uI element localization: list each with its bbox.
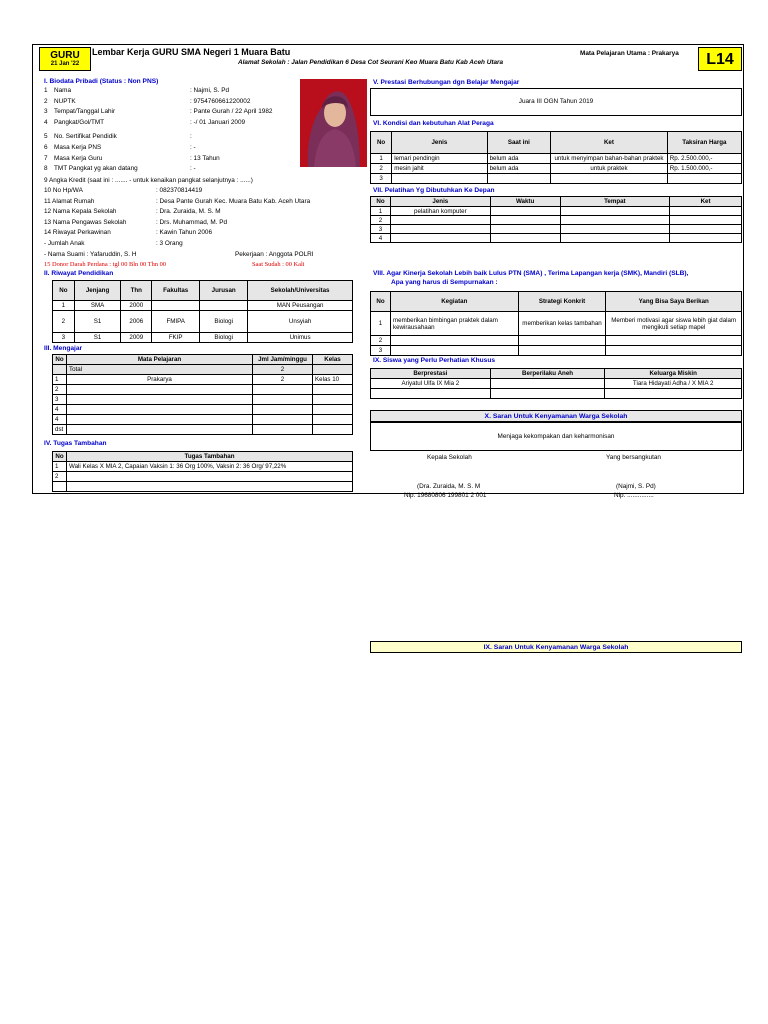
section-teaching-title: III. Mengajar: [44, 345, 83, 352]
table-cell: [392, 174, 487, 184]
table-header-cell: Berprestasi: [371, 369, 491, 379]
table-cell: 1: [53, 462, 67, 472]
table-cell: 3: [53, 333, 75, 343]
equipment-table: [370, 131, 742, 184]
suggestion-box: [370, 422, 742, 451]
total-row: [53, 365, 353, 375]
table-header-cell: Strategi Konkrit: [518, 292, 606, 312]
biodata-label: No. Sertifikat Pendidik: [54, 133, 117, 141]
table-header-cell: Ket: [551, 132, 668, 154]
principal-name: (Dra. Zuraida, M. S. M: [417, 483, 481, 490]
table-row: [53, 415, 353, 425]
table-cell: S1: [74, 311, 121, 333]
table-cell: [490, 234, 560, 243]
table-cell: belum ada: [487, 154, 551, 164]
total-value: 2: [253, 365, 313, 375]
sheet-code: L14: [698, 47, 742, 71]
table-cell: Memberi motivasi agar siswa lebih giat dalam mengikuti setiap mapel: [606, 312, 742, 336]
table-cell: [67, 472, 353, 482]
guru-label: GURU: [50, 50, 80, 61]
table-row: [53, 301, 353, 311]
table-cell: mesin jahit: [392, 164, 487, 174]
table-cell: 2: [53, 385, 67, 395]
table-cell: 4: [53, 415, 67, 425]
table-row: [371, 216, 742, 225]
biodata-label: Tempat/Tanggal Lahir: [54, 108, 116, 116]
table-cell: dst: [53, 425, 67, 435]
table-cell: [67, 395, 253, 405]
table-cell: 1: [53, 375, 67, 385]
biodata-number: 5: [44, 133, 48, 141]
table-header-cell: Jenis: [392, 132, 487, 154]
biodata-value: : -: [190, 165, 196, 173]
teaching-table: [52, 354, 353, 435]
table-cell: 2: [371, 216, 391, 225]
biodata-value: : 3 Orang: [156, 240, 183, 247]
biodata-number: 8: [44, 165, 48, 173]
improvement-table: [370, 291, 742, 356]
section-special-students-title: IX. Siswa yang Perlu Perhatian Khusus: [373, 357, 496, 364]
table-cell: [670, 207, 742, 216]
table-row: [371, 336, 742, 346]
table-header-cell: Saat ini: [487, 132, 551, 154]
table-cell: Prakarya: [67, 375, 253, 385]
education-table: [52, 280, 353, 343]
table-header-cell: Kelas: [313, 355, 353, 365]
table-cell: [67, 405, 253, 415]
table-cell: [606, 336, 742, 346]
table-row: [371, 174, 742, 184]
table-row: [371, 389, 742, 399]
table-cell: [606, 346, 742, 356]
table-header-cell: Berperilaku Aneh: [490, 369, 605, 379]
table-cell: [518, 346, 606, 356]
table-header-row: [371, 132, 742, 154]
total-class: [313, 365, 353, 375]
achievement-box: [370, 88, 742, 116]
table-cell: 1: [371, 207, 391, 216]
table-cell: [518, 336, 606, 346]
section-achievement-title: V. Prestasi Berhubungan dgn Belajar Mengajar: [373, 79, 520, 86]
table-header-cell: Mata Pelajaran: [67, 355, 253, 365]
table-row: [53, 425, 353, 435]
table-cell: 2006: [121, 311, 152, 333]
table-header-row: [371, 292, 742, 312]
biodata-label: Nama: [54, 87, 72, 94]
table-header-cell: Kegiatan: [390, 292, 518, 312]
table-cell: [670, 234, 742, 243]
biodata-value: : Drs. Muhammad, M. Pd: [156, 218, 228, 226]
table-row: [53, 472, 353, 482]
table-cell: Tiara Hidayati Adha / X MIA 2: [605, 379, 742, 389]
table-cell: [551, 174, 668, 184]
table-cell: [490, 389, 605, 399]
table-cell: S1: [74, 333, 121, 343]
table-cell: [390, 225, 490, 234]
principal-nip: Nip. 19680806 199801 2 001: [404, 492, 487, 499]
table-cell: lemari pendingin: [392, 154, 487, 164]
table-header-cell: Jenjang: [74, 281, 121, 301]
table-cell: belum ada: [487, 164, 551, 174]
biodata-label: 12 Nama Kepala Sekolah: [44, 208, 117, 216]
table-cell: 2009: [121, 333, 152, 343]
table-cell: [670, 225, 742, 234]
table-header-row: [371, 369, 742, 379]
biodata-label: NUPTK: [54, 97, 76, 105]
table-row: [53, 375, 353, 385]
biodata-label: Masa Kerja PNS: [54, 144, 102, 151]
table-header-cell: Jurusan: [200, 281, 248, 301]
table-cell: [253, 405, 313, 415]
table-cell: 2: [371, 336, 391, 346]
section-improvement-title: VIII. Agar Kinerja Sekolah Lebih baik Lulus PTN (SMA) , Terima Lapangan kerja (SMK), Mandiri (SLB),: [373, 270, 689, 277]
biodata-value: : Najmi, S. Pd: [190, 87, 230, 94]
table-header-cell: Ket: [670, 197, 742, 207]
table-cell: [313, 405, 353, 415]
table-header-cell: Tugas Tambahan: [67, 452, 353, 462]
table-cell: Kelas 10: [313, 375, 353, 385]
biodata-label: - Jumlah Anak: [44, 240, 85, 247]
table-cell: [390, 216, 490, 225]
section-training-title: VII. Pelatihan Yg Dibutuhkan Ke Depan: [373, 187, 495, 194]
suggestion-text: Menjaga kekompakan dan keharmonisan: [497, 433, 615, 440]
date-label: 21 Jan '22: [50, 61, 80, 67]
achievement-text: Juara III OGN Tahun 2019: [518, 98, 594, 105]
table-cell: [253, 395, 313, 405]
table-cell: FMIPA: [152, 311, 200, 333]
table-row: [371, 379, 742, 389]
additional-task-table: [52, 451, 353, 492]
biodata-number: 1: [44, 87, 48, 94]
biodata-value: : Pante Gurah / 22 April 1982: [190, 108, 273, 116]
biodata-value: : Desa Pante Gurah Kec. Muara Batu Kab. Aceh Utara: [156, 197, 311, 205]
biodata-label: Masa Kerja Guru: [54, 154, 103, 162]
table-cell: [490, 216, 560, 225]
table-cell: untuk praktek: [551, 164, 668, 174]
biodata-number: 4: [44, 118, 48, 126]
table-cell: [67, 425, 253, 435]
table-cell: [253, 425, 313, 435]
table-header-cell: No: [371, 292, 391, 312]
table-cell: Wali Kelas X MIA 2, Capaian Vaksin 1: 36 Org 100%, Vaksin 2: 36 Org/ 97,22%: [67, 462, 353, 472]
table-header-cell: Jenis: [390, 197, 490, 207]
table-header-cell: Thn: [121, 281, 152, 301]
table-header-row: [53, 452, 353, 462]
table-row: [371, 225, 742, 234]
table-cell: Ariyatul Ulfa IX Mia 2: [371, 379, 491, 389]
table-cell: Rp. 2.500.000,-: [667, 154, 741, 164]
table-cell: 2: [253, 375, 313, 385]
table-cell: [560, 225, 670, 234]
teacher-name: (Najmi, S. Pd): [616, 483, 656, 490]
table-cell: SMA: [74, 301, 121, 311]
biodata-value: : Dra. Zuraida, M. S. M: [156, 208, 221, 216]
table-header-cell: No: [371, 197, 391, 207]
table-cell: 4: [371, 234, 391, 243]
training-table: [370, 196, 742, 243]
lower-suggestion-band: IX. Saran Untuk Kenyamanan Warga Sekolah: [370, 641, 742, 653]
table-cell: [67, 482, 353, 492]
biodata-label: Pangkat/Gol/TMT: [54, 118, 105, 126]
table-header-cell: Tempat: [560, 197, 670, 207]
table-header-row: [53, 281, 353, 301]
total-label: Total: [67, 365, 253, 375]
table-cell: [490, 379, 605, 389]
donor-count: Saat Sudah : 00 Kali: [252, 261, 305, 268]
biodata-value: : Kawin Tahun 2006: [156, 229, 213, 237]
table-cell: [490, 225, 560, 234]
table-row: [371, 234, 742, 243]
table-cell: [152, 301, 200, 311]
table-row: [371, 346, 742, 356]
table-header-cell: Sekolah/Universitas: [248, 281, 353, 301]
table-cell: 3: [371, 174, 392, 184]
teacher-role: Yang bersangkutan: [606, 454, 661, 461]
table-cell: Unimus: [248, 333, 353, 343]
biodata-value: : 13 Tahun: [190, 154, 220, 162]
biodata-label: 13 Nama Pengawas Sekolah: [44, 218, 127, 226]
table-cell: [487, 174, 551, 184]
table-cell: [390, 234, 490, 243]
section-improvement-subtitle: Apa yang harus di Sempurnakan :: [391, 279, 498, 286]
table-cell: [605, 389, 742, 399]
biodata-number: 6: [44, 144, 48, 151]
table-cell: [200, 301, 248, 311]
table-cell: [667, 174, 741, 184]
husband-name: - Nama Suami : Yafaruddin, S. H: [44, 251, 137, 258]
table-cell: memberikan bimbingan praktek dalam kewirausahaan: [390, 312, 518, 336]
table-cell: 1: [371, 312, 391, 336]
table-header-cell: Yang Bisa Saya Berikan: [606, 292, 742, 312]
table-cell: [313, 385, 353, 395]
table-header-cell: No: [371, 132, 392, 154]
table-cell: 3: [371, 346, 391, 356]
table-row: [53, 395, 353, 405]
table-cell: 2: [53, 472, 67, 482]
donor-info: 15 Donor Darah Perdana : tgl 00 Bln 00 Thn 00: [44, 261, 166, 268]
biodata-number: 3: [44, 108, 48, 116]
section-suggestion-title: X. Saran Untuk Kenyamanan Warga Sekolah: [370, 410, 742, 422]
table-row: [371, 154, 742, 164]
table-cell: 2: [53, 311, 75, 333]
page-title: Lembar Kerja GURU SMA Negeri 1 Muara Batu: [92, 47, 291, 57]
table-header-cell: Taksiran Harga: [667, 132, 741, 154]
biodata-label: 10 No Hp/WA: [44, 187, 83, 194]
table-cell: [253, 415, 313, 425]
table-row: [53, 385, 353, 395]
table-cell: Biologi: [200, 311, 248, 333]
table-cell: [490, 207, 560, 216]
section-education-title: II. Riwayat Pendidikan: [44, 270, 114, 277]
table-cell: [313, 415, 353, 425]
table-header-row: [53, 355, 353, 365]
table-cell: 3: [371, 225, 391, 234]
table-header-cell: Fakultas: [152, 281, 200, 301]
table-cell: 2: [371, 164, 392, 174]
table-cell: 4: [53, 405, 67, 415]
table-cell: 2000: [121, 301, 152, 311]
table-cell: memberikan kelas tambahan: [518, 312, 606, 336]
table-cell: 1: [53, 301, 75, 311]
table-row: [371, 312, 742, 336]
table-header-row: [371, 197, 742, 207]
table-row: [371, 207, 742, 216]
biodata-value: : 9754760661220002: [190, 97, 251, 105]
table-header-cell: Keluarga Miskin: [605, 369, 742, 379]
husband-job: Pekerjaan : Anggota POLRI: [235, 251, 314, 258]
table-cell: [67, 385, 253, 395]
table-row: [53, 482, 353, 492]
table-cell: Unsyiah: [248, 311, 353, 333]
table-cell: [253, 385, 313, 395]
total-number: [53, 365, 67, 375]
table-header-cell: Waktu: [490, 197, 560, 207]
table-row: [53, 462, 353, 472]
teacher-nip: Nip. ...............: [614, 492, 654, 499]
biodata-label: 11 Alamat Rumah: [44, 197, 95, 205]
table-cell: [560, 207, 670, 216]
biodata-number: 2: [44, 97, 48, 105]
table-row: [53, 405, 353, 415]
table-cell: [670, 216, 742, 225]
table-cell: Biologi: [200, 333, 248, 343]
table-cell: Rp. 1.500.000,-: [667, 164, 741, 174]
guru-badge: [39, 47, 91, 71]
table-cell: [390, 336, 518, 346]
biodata-value: : 082370814419: [156, 187, 203, 194]
school-address: Alamat Sekolah : Jalan Pendidikan 6 Desa Cot Seurani Keo Muara Batu Kab Aceh Utara: [238, 59, 504, 66]
angka-kredit: 9 Angka Kredit (saat ini : ....... - untuk kenaikan pangkat selanjutnya : ......): [44, 177, 253, 184]
table-row: [371, 164, 742, 174]
special-students-table: [370, 368, 742, 399]
table-cell: [560, 216, 670, 225]
biodata-label: TMT Pangkat yg akan datang: [54, 165, 138, 173]
table-header-cell: No: [53, 355, 67, 365]
biodata-number: 7: [44, 154, 48, 162]
table-header-cell: No: [53, 281, 75, 301]
table-cell: 3: [53, 395, 67, 405]
biodata-value: : -/ 01 Januari 2009: [190, 118, 246, 126]
table-cell: [313, 395, 353, 405]
table-cell: [53, 482, 67, 492]
table-cell: FKIP: [152, 333, 200, 343]
main-subject: Mata Pelajaran Utama : Prakarya: [580, 50, 679, 57]
section-biodata-title: I. Biodata Pribadi (Status : Non PNS): [44, 78, 159, 85]
section-additional-task-title: IV. Tugas Tambahan: [44, 440, 107, 447]
biodata-label: 14 Riwayat Perkawinan: [44, 229, 111, 237]
table-header-cell: Jml Jam/minggu: [253, 355, 313, 365]
table-cell: [560, 234, 670, 243]
table-cell: 1: [371, 154, 392, 164]
table-cell: untuk menyimpan bahan-bahan praktek: [551, 154, 668, 164]
table-header-cell: No: [53, 452, 67, 462]
table-row: [53, 311, 353, 333]
profile-photo: [300, 79, 367, 167]
section-equipment-title: VI. Kondisi dan kebutuhan Alat Peraga: [373, 120, 494, 127]
biodata-value: :: [190, 133, 192, 141]
table-cell: [371, 389, 491, 399]
table-cell: [390, 346, 518, 356]
table-cell: pelatihan komputer: [390, 207, 490, 216]
table-cell: [67, 415, 253, 425]
table-row: [53, 333, 353, 343]
principal-role: Kepala Sekolah: [427, 454, 472, 461]
table-cell: MAN Peusangan: [248, 301, 353, 311]
biodata-value: : -: [190, 144, 196, 151]
table-cell: [313, 425, 353, 435]
